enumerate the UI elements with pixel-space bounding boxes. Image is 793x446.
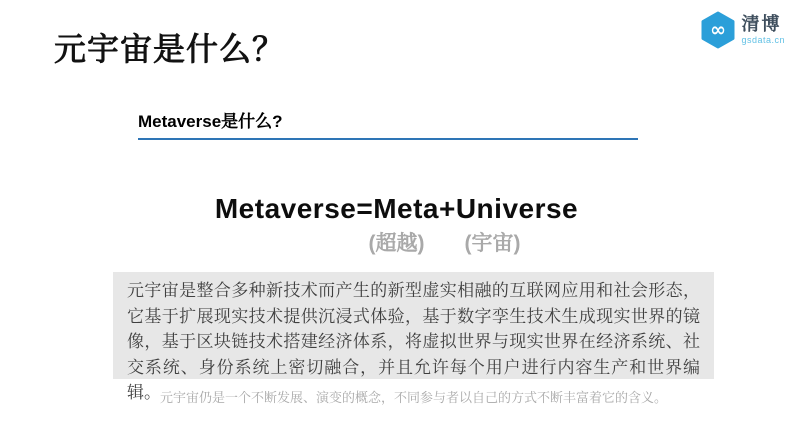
annotation-meta: (超越) <box>368 232 425 255</box>
svg-text:∞: ∞ <box>710 19 727 41</box>
infinity-hexagon-icon <box>700 11 736 49</box>
logo-name: 清博 <box>741 14 782 34</box>
section-subtitle: Metaverse是什么? <box>138 112 283 131</box>
subtitle-underline <box>138 138 638 140</box>
qingbo-logo <box>700 11 785 49</box>
annotation-universe: (宇宙) <box>464 232 521 255</box>
metaverse-equation-headline: Metaverse=Meta+Universe <box>214 193 579 224</box>
page-title: 元宇宙是什么？ <box>54 31 286 67</box>
logo-domain: gsdata.cn <box>741 35 785 45</box>
equation-annotations <box>48 227 793 257</box>
definition-text: 元宇宙是整合多种新技术而产生的新型虚实相融的互联网应用和社会形态，它基于扩展现实技术提供沉浸式体验，基于数字孪生技术生成现实世界的镜像，基于区块链技术搭建经济体系，将虚拟世界与现实世界在经济系统、社交系统、身份系统上密切融合，并且允许每个用户进行内容生产和世界编辑。 <box>127 281 700 402</box>
logo-text <box>741 15 785 45</box>
footnote-text: 元宇宙仍是一个不断发展、演变的概念，不同参与者以自己的方式不断丰富着它的含义。 <box>159 390 667 405</box>
